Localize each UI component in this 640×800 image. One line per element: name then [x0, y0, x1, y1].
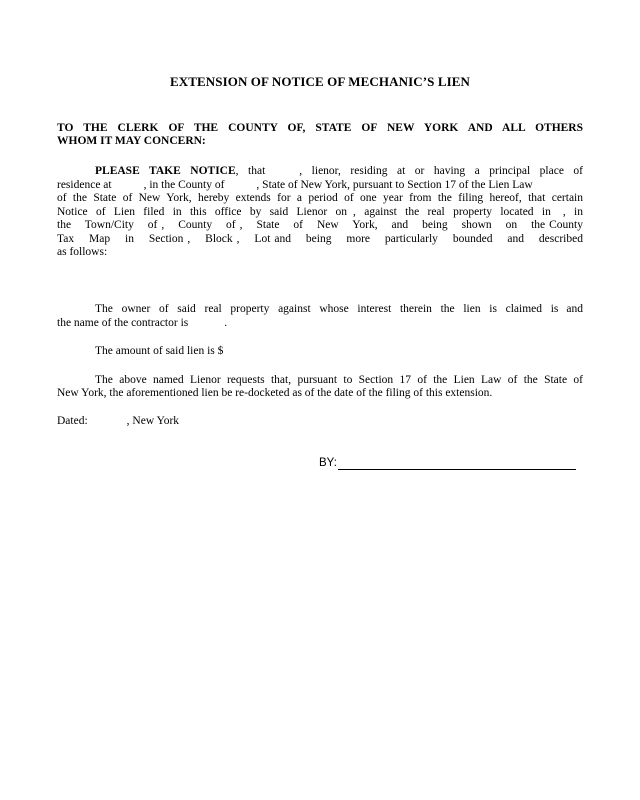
addressee-state-label: , STATE OF NEW YORK AND ALL OTHERS: [302, 122, 584, 134]
signature-block: [319, 456, 576, 470]
amount-line: The amount of said lien is $: [95, 345, 224, 357]
notice-line-5: the Town/City of , County of , State of New York, and being shown on the County: [57, 219, 583, 231]
notice-line-3: of the State of New York, hereby extends for a period of one year from the filing hereof, that certain: [57, 192, 583, 204]
document-title: EXTENSION OF NOTICE OF MECHANIC’S LIEN: [169, 74, 471, 89]
notice-line-6: Tax Map in Section , Block , Lot and being more particularly bounded and described: [57, 233, 583, 245]
dated-label: Dated:: [57, 415, 88, 427]
dated-line: [57, 414, 179, 428]
request-line-2: New York, the aforementioned lien be re-docketed as of the date of the filing of this extension.: [57, 387, 493, 399]
notice-line-1: PLEASE TAKE NOTICE, that , lienor, residing at or having a principal place of: [95, 165, 584, 177]
addressee-county-label: TO THE CLERK OF THE COUNTY OF: [57, 122, 303, 134]
dated-place: , New York: [126, 415, 180, 427]
request-line-1: The above named Lienor requests that, pursuant to Section 17 of the Lien Law of the State of: [95, 374, 583, 386]
addressee-line-2: WHOM IT MAY CONCERN:: [57, 135, 206, 147]
notice-line-7: as follows:: [57, 246, 108, 258]
owner-line-1: The owner of said real property against whose interest therein the lien is claimed is and: [95, 303, 583, 315]
notice-line-4: Notice of Lien filed in this office by said Lienor on , against the real property located in , in: [57, 206, 583, 218]
notice-line-2: residence at , in the County of , State of New York, pursuant to Section 17 of the Lien Law: [57, 179, 533, 191]
addressee-line-1: [57, 121, 583, 135]
by-label: BY:: [319, 457, 337, 469]
signature-line[interactable]: [338, 459, 576, 470]
notice-lead: PLEASE TAKE NOTICE: [95, 165, 236, 177]
owner-line-2: the name of the contractor is .: [57, 317, 228, 329]
